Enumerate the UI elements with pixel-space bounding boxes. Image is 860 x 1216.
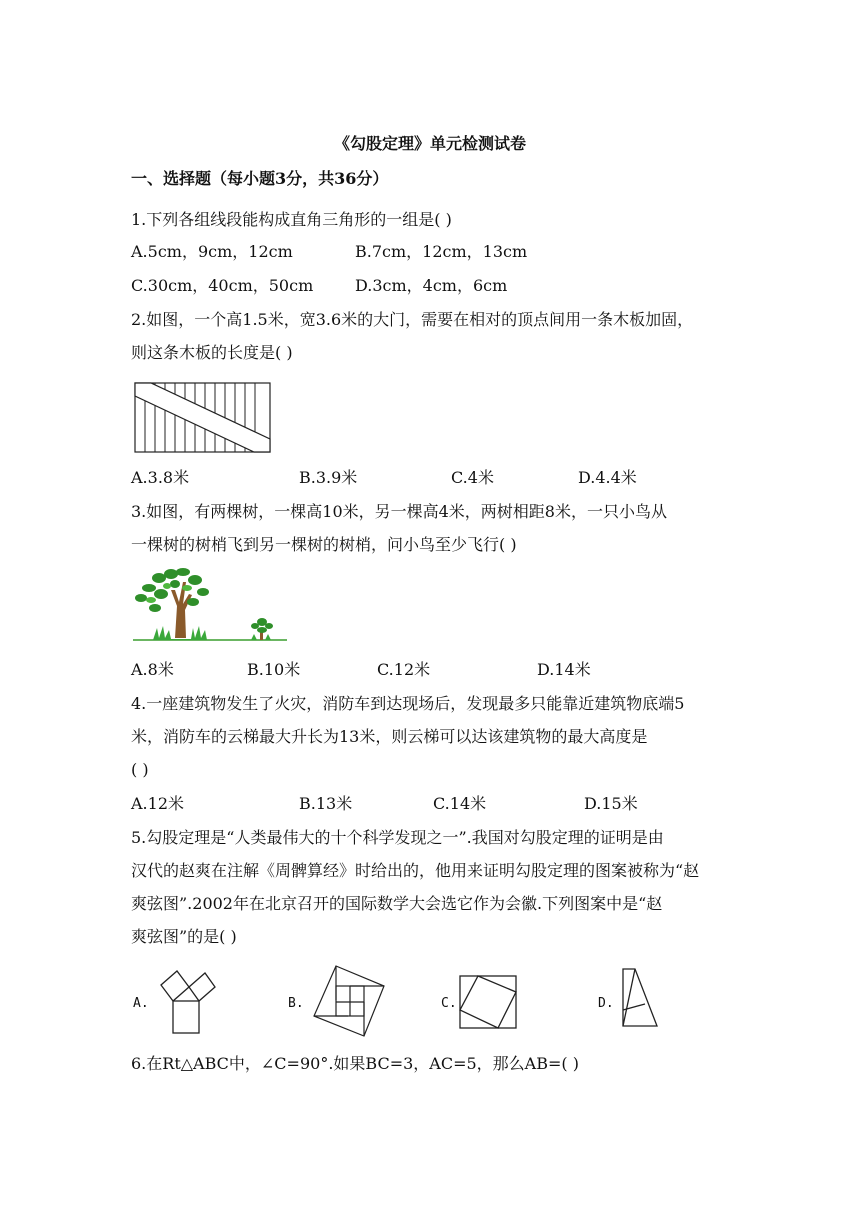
q5-figure-a — [150, 966, 230, 1038]
question-2-stem-line2: 则这条木板的长度是( ) — [131, 343, 293, 362]
question-5-stem-line4: 爽弦图”的是( ) — [131, 927, 237, 946]
q3-option-b: B.10米 — [247, 660, 301, 679]
q5-figure-a-label: A. — [133, 996, 149, 1011]
question-6-stem: 6.在Rt△ABC中，∠C=90°.如果BC=3，AC=5，那么AB=( ) — [131, 1054, 579, 1073]
question-4-stem-line2: 米，消防车的云梯最大升长为13米，则云梯可以达该建筑物的最大高度是 — [131, 727, 648, 746]
q3-option-c: C.12米 — [377, 660, 431, 679]
q2-option-b: B.3.9米 — [299, 468, 358, 487]
q5-figure-b-label: B. — [288, 996, 304, 1011]
q3-option-d: D.14米 — [537, 660, 591, 679]
question-3-stem-line2: 一棵树的树梢飞到另一棵树的树梢，问小鸟至少飞行( ) — [131, 535, 517, 554]
question-2-stem-line1: 2.如图，一个高1.5米，宽3.6米的大门，需要在相对的顶点间用一条木板加固， — [131, 310, 694, 329]
q3-option-a: A.8米 — [131, 660, 174, 679]
q1-option-c: C.30cm，40cm，50cm — [131, 276, 314, 295]
question-5-stem-line2: 汉代的赵爽在注解《周髀算经》时给出的，他用来证明勾股定理的图案被称为“赵 — [131, 861, 700, 880]
question-3-stem-line1: 3.如图，有两棵树，一棵高10米，另一棵高4米，两树相距8米，一只小鸟从 — [131, 502, 667, 521]
q5-figure-d-label: D. — [598, 996, 614, 1011]
q2-option-a: A.3.8米 — [131, 468, 190, 487]
q4-option-b: B.13米 — [299, 794, 353, 813]
q1-option-d: D.3cm，4cm，6cm — [355, 276, 508, 295]
q5-figure-c — [458, 974, 520, 1032]
q4-option-a: A.12米 — [131, 794, 185, 813]
q2-option-d: D.4.4米 — [578, 468, 637, 487]
page-title: 《勾股定理》单元检测试卷 — [333, 134, 526, 153]
gate-figure — [133, 381, 273, 455]
section-heading: 一、选择题（每小题3分，共36分） — [131, 169, 389, 188]
question-5-stem-line1: 5.勾股定理是“人类最伟大的十个科学发现之一”.我国对勾股定理的证明是由 — [131, 828, 664, 847]
q5-figure-b — [308, 962, 390, 1042]
q5-figure-c-label: C. — [441, 996, 457, 1011]
q4-option-c: C.14米 — [433, 794, 487, 813]
q2-option-c: C.4米 — [451, 468, 494, 487]
q4-option-d: D.15米 — [584, 794, 638, 813]
question-5-stem-line3: 爽弦图”.2002年在北京召开的国际数学大会选它作为会徽.下列图案中是“赵 — [131, 894, 663, 913]
q5-figure-d — [617, 966, 661, 1030]
question-1-stem: 1.下列各组线段能构成直角三角形的一组是( ) — [131, 210, 452, 229]
q1-option-b: B.7cm，12cm，13cm — [355, 242, 528, 261]
question-4-stem-line1: 4.一座建筑物发生了火灾，消防车到达现场后，发现最多只能靠近建筑物底端5 — [131, 694, 685, 713]
question-4-stem-line3: ( ) — [131, 760, 149, 779]
q1-option-a: A.5cm，9cm，12cm — [131, 242, 293, 261]
two-trees-figure — [131, 568, 291, 644]
